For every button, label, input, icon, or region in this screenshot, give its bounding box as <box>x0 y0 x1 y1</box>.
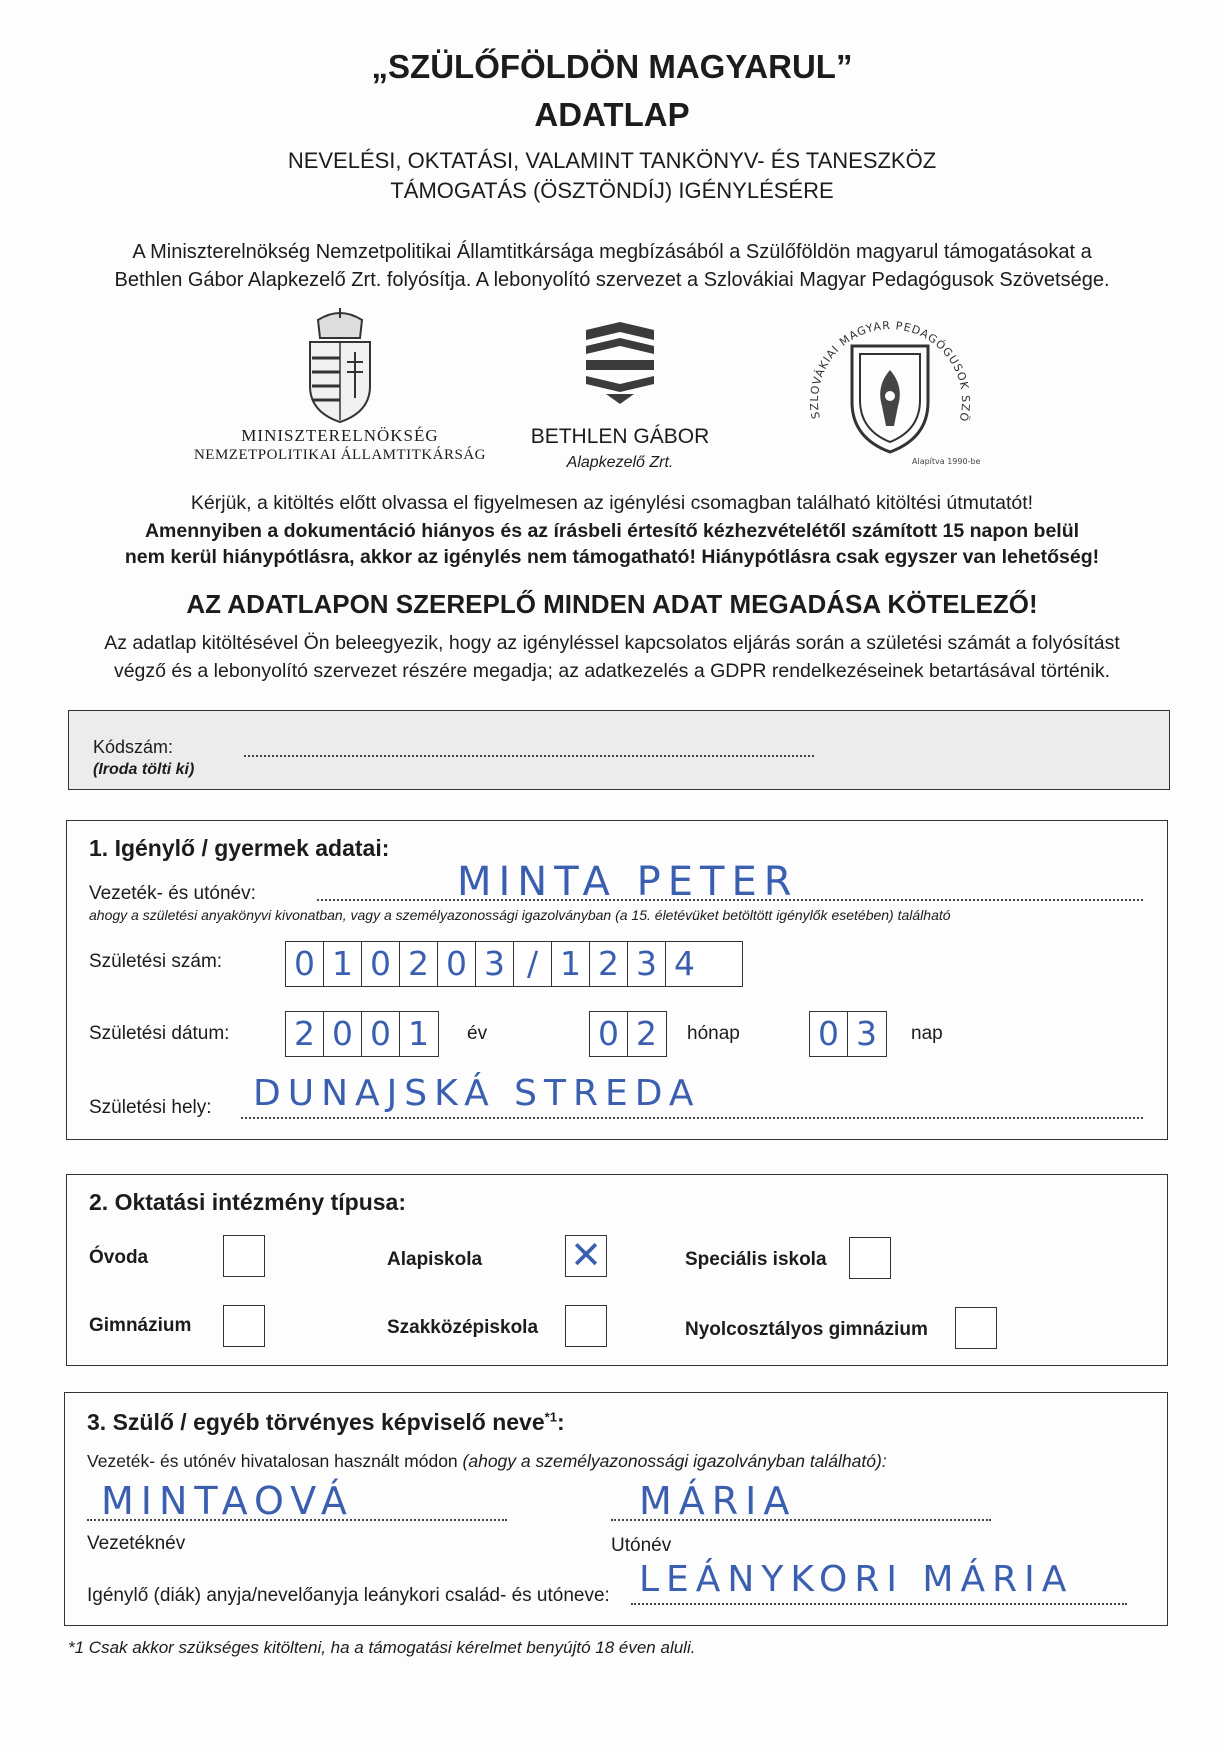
option-vocational-school-checkbox[interactable] <box>565 1305 607 1347</box>
section3-title <box>87 1409 565 1436</box>
birth-date-label: Születési dátum: <box>89 1023 230 1044</box>
smps-seal-icon <box>800 306 980 476</box>
intro-line1: A Miniszterelnökség Nemzetpolitikai Államtitkársága megbízásából a Szülőföldön magyarul támogatásokat a <box>132 241 1092 263</box>
bethlen-name: BETHLEN GÁBOR <box>530 425 710 448</box>
day-digit: 0 <box>810 1012 848 1056</box>
month-label: hónap <box>687 1023 740 1044</box>
section1-title: 1. Igénylő / gyermek adatai: <box>89 835 390 861</box>
option-eight-year-gymnasium-checkbox[interactable] <box>955 1307 997 1349</box>
smps-founded-text: Alapítva 1990-ben <box>912 457 980 466</box>
birth-year-field[interactable] <box>285 1011 439 1057</box>
mother-maiden-name-field[interactable] <box>631 1603 1127 1605</box>
ministry-name: MINISZTERELNÖKSÉG <box>241 426 439 445</box>
birth-number-digit: 1 <box>552 942 590 986</box>
mother-maiden-name-label: Igénylő (diák) anyja/nevelőanyja leánykori család- és utóneve: <box>87 1585 610 1606</box>
birth-number-digit: 2 <box>400 942 438 986</box>
section3-instruction-text: Vezeték- és utónév hivatalosan használt módon <box>87 1451 458 1471</box>
warning-line2: nem kerül hiánypótlásra, akkor az igénylés nem támogatható! Hiánypótlásra csak egyszer van lehetőség! <box>124 546 1100 568</box>
month-digit: 2 <box>636 1014 657 1053</box>
section-applicant <box>66 820 1168 1140</box>
form-subtitle: ADATLAP <box>534 96 690 133</box>
section3-instruction <box>87 1451 887 1472</box>
code-label: Kódszám: <box>93 737 174 757</box>
year-digit: 0 <box>362 1012 400 1056</box>
section3-footnote-mark: *1 <box>544 1409 557 1425</box>
option-grammar-school-label: Gimnázium <box>89 1315 192 1336</box>
option-vocational-school-label: Szakközépiskola <box>387 1317 539 1338</box>
option-grammar-school-checkbox[interactable] <box>223 1305 265 1347</box>
birth-place-field[interactable] <box>241 1117 1143 1119</box>
birth-number-digit: 3 <box>628 942 666 986</box>
option-kindergarten-label: Óvoda <box>89 1247 149 1268</box>
section-parent <box>64 1392 1168 1626</box>
mother-maiden-name-value: LEÁNYKORI MÁRIA <box>639 1559 1074 1600</box>
parent-surname-value: MINTAOVÁ <box>101 1479 354 1523</box>
bethlen-gabor-logo-icon <box>580 320 660 406</box>
intro-line2: Bethlen Gábor Alapkezelő Zrt. folyósítja. A lebonyolító szervezet a Szlovákiai Magyar Pedagógusok Szövetsége. <box>114 269 1110 291</box>
bethlen-subname: Alapkezelő Zrt. <box>566 454 674 471</box>
hungarian-coat-of-arms-icon <box>300 308 380 426</box>
option-kindergarten-checkbox[interactable] <box>223 1235 265 1277</box>
code-sublabel: (Iroda tölti ki) <box>93 761 195 778</box>
applicant-name-label: Vezeték- és utónév: <box>89 883 256 904</box>
instructions-notice: Kérjük, a kitöltés előtt olvassa el figyelmesen az igénylési csomagban található kitöltési útmutatót! <box>190 492 1034 514</box>
day-digit: 3 <box>856 1014 877 1053</box>
ministry-subname: NEMZETPOLITIKAI ÁLLAMTITKÁRSÁG <box>193 447 487 463</box>
birth-number-digit: 1 <box>324 942 362 986</box>
option-special-school-checkbox[interactable] <box>849 1237 891 1279</box>
birth-month-field[interactable] <box>589 1011 667 1057</box>
birth-number-digit: 4 <box>674 944 695 983</box>
year-digit: 0 <box>324 1012 362 1056</box>
birth-number-separator: / <box>514 942 552 986</box>
birth-number-label: Születési szám: <box>89 951 223 972</box>
form-purpose-line2: TÁMOGATÁS (ÖSZTÖNDÍJ) IGÉNYLÉSÉRE <box>390 178 834 203</box>
parent-firstname-value: MÁRIA <box>639 1479 797 1523</box>
birth-number-digit: 0 <box>438 942 476 986</box>
parent-surname-label: Vezetéknév <box>87 1533 186 1554</box>
gdpr-line1: Az adatlap kitöltésével Ön beleegyezik, hogy az igényléssel kapcsolatos eljárás során a születési számát a folyósítást <box>104 632 1120 654</box>
option-special-school-label: Speciális iskola <box>685 1249 827 1270</box>
birth-day-field[interactable] <box>809 1011 887 1057</box>
applicant-name-value: MINTA PETER <box>457 859 799 905</box>
section2-title: 2. Oktatási intézmény típusa: <box>89 1189 406 1215</box>
option-eight-year-gymnasium-label: Nyolcosztályos gimnázium <box>685 1319 928 1340</box>
birth-number-field[interactable] <box>285 941 743 987</box>
warning-line1: Amennyiben a dokumentáció hiányos és az írásbeli értesítő kézhezvételétől számított 15 napon belül <box>144 520 1080 542</box>
year-label: év <box>467 1023 488 1044</box>
form-title: „SZÜLŐFÖLDÖN MAGYARUL” <box>371 48 853 85</box>
birth-number-digit: 0 <box>286 942 324 986</box>
gdpr-line2: végző és a lebonyolító szervezet részére megadja; az adatkezelés a GDPR rendelkezéseinek betartásával történik. <box>113 660 1111 682</box>
birth-place-value: DUNAJSKÁ STREDA <box>253 1073 701 1114</box>
office-code-box <box>68 710 1170 790</box>
day-label: nap <box>911 1023 943 1044</box>
code-input-line[interactable] <box>244 755 814 757</box>
section3-title-colon: : <box>556 1409 565 1435</box>
parent-firstname-label: Utónév <box>611 1535 672 1556</box>
option-elementary-label: Alapiskola <box>387 1249 483 1270</box>
year-digit: 1 <box>408 1014 429 1053</box>
form-purpose-line1: NEVELÉSI, OKTATÁSI, VALAMINT TANKÖNYV- ÉS TANESZKÖZ <box>287 148 937 173</box>
applicant-name-note: ahogy a születési anyakönyvi kivonatban, vagy a személyazonossági igazolványban (a 15. életévüket betöltött igénylők esetében) található <box>89 907 951 923</box>
smps-ring-text: SZLOVÁKIAI MAGYAR PEDAGÓGUSOK SZÖ <box>807 319 973 424</box>
mandatory-notice: AZ ADATLAPON SZEREPLŐ MINDEN ADAT MEGADÁSA KÖTELEZŐ! <box>186 589 1038 619</box>
footnote: *1 Csak akkor szükséges kitölteni, ha a támogatási kérelmet benyújtó 18 éven aluli. <box>68 1638 696 1657</box>
birth-number-digit: 3 <box>476 942 514 986</box>
birth-number-digit: 0 <box>362 942 400 986</box>
section3-instruction-italic: (ahogy a személyazonossági igazolványban található): <box>462 1451 887 1471</box>
section-school-type <box>66 1174 1168 1366</box>
year-digit: 2 <box>286 1012 324 1056</box>
option-elementary-checkbox[interactable]: ✕ <box>565 1235 607 1277</box>
month-digit: 0 <box>590 1012 628 1056</box>
birth-place-label: Születési hely: <box>89 1097 212 1118</box>
section3-title-text: 3. Szülő / egyéb törvényes képviselő neve <box>87 1409 545 1435</box>
birth-number-digit: 2 <box>590 942 628 986</box>
